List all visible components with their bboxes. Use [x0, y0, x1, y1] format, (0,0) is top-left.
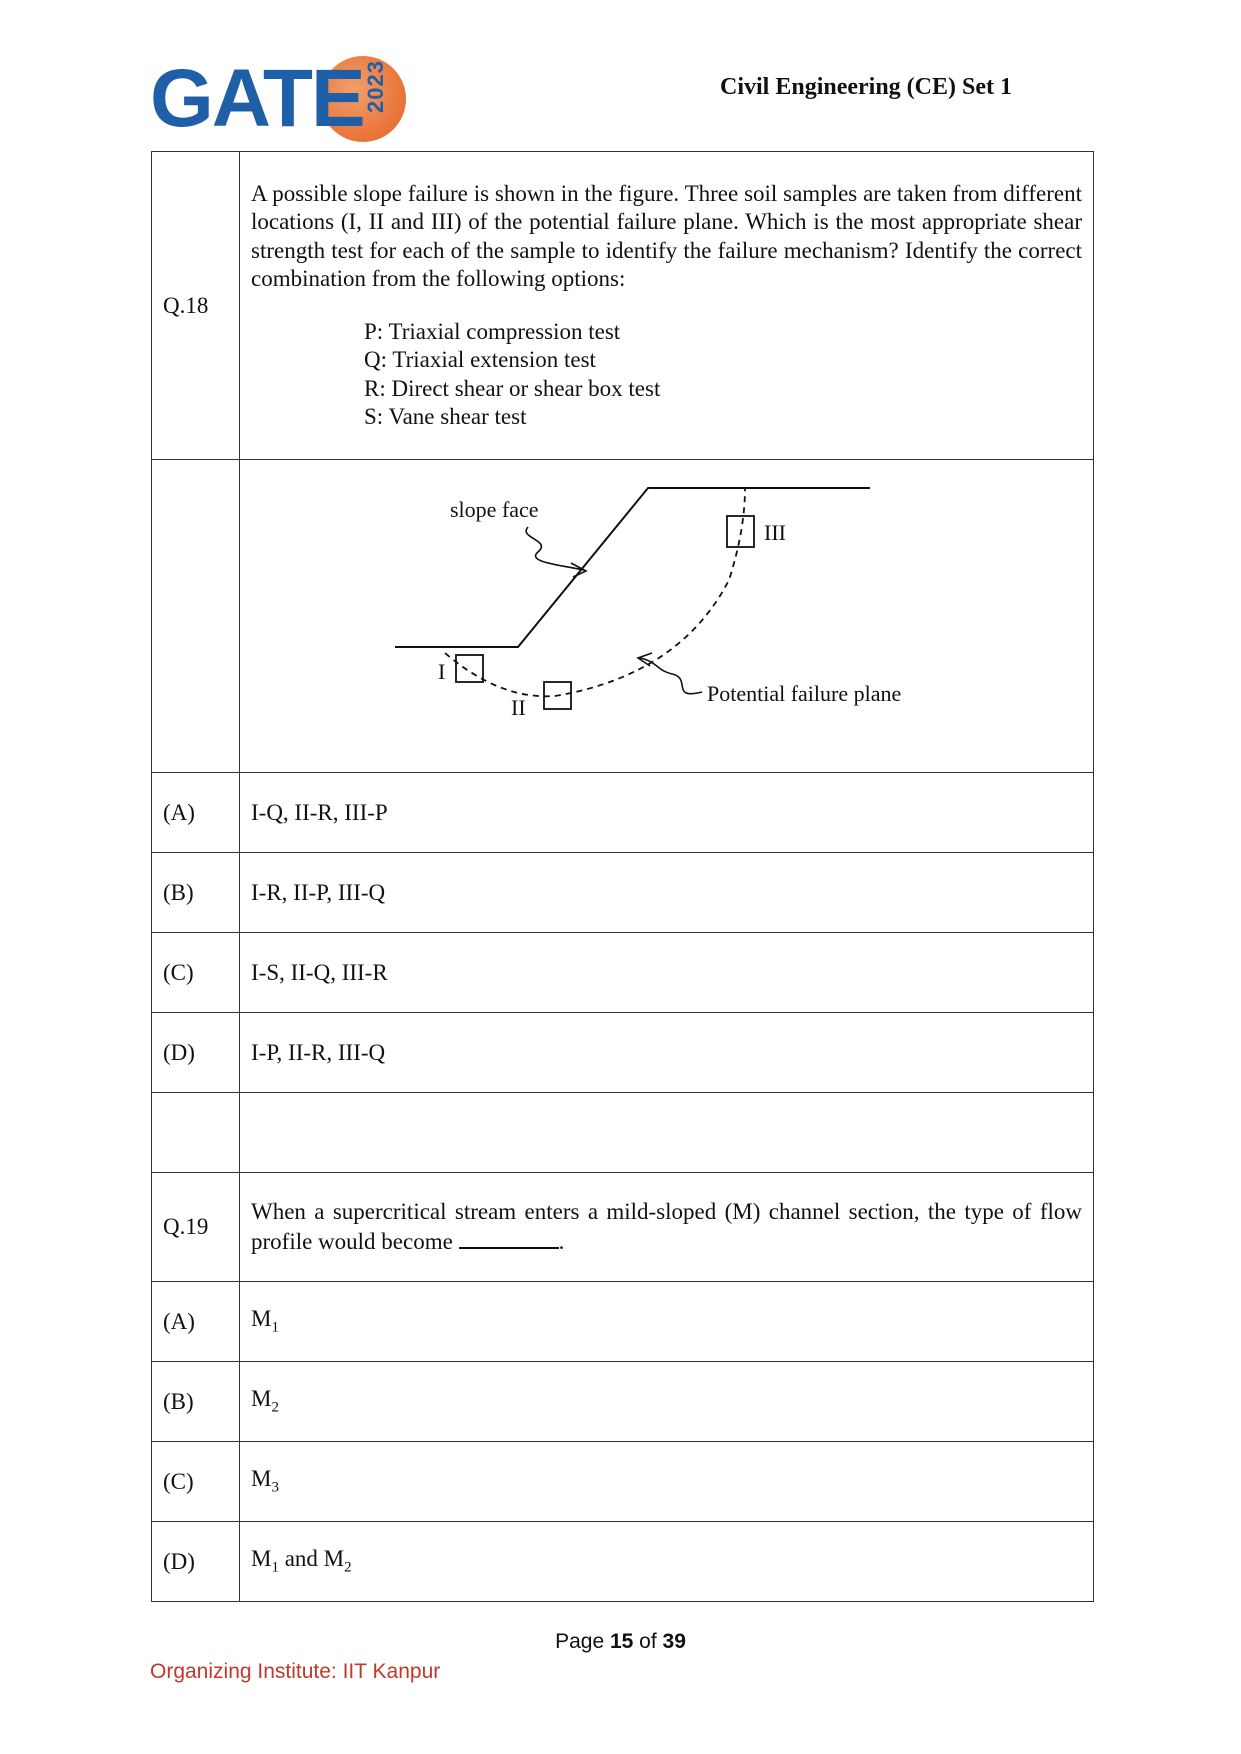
- option-label: (B): [152, 1362, 240, 1442]
- spacer-row: [152, 1093, 1094, 1173]
- option-text: I-S, II-Q, III-R: [240, 933, 1094, 1013]
- option-text: $M_3$: [240, 1442, 1094, 1522]
- page-number: Page 15 of 39: [555, 1630, 686, 1653]
- logo-text: GATE: [150, 53, 364, 144]
- option-label: (B): [152, 853, 240, 933]
- option-text: $M_2$: [240, 1362, 1094, 1442]
- sample-label-i: I: [438, 659, 446, 684]
- option-row[interactable]: [152, 933, 1094, 1013]
- option-row[interactable]: [152, 1362, 1094, 1442]
- option-label: (A): [152, 1282, 240, 1362]
- option-label: (D): [152, 1013, 240, 1093]
- answer-blank: [459, 1227, 559, 1249]
- test-item: R: Direct shear or shear box test: [364, 375, 661, 401]
- option-label: (A): [152, 773, 240, 853]
- organizing-institute: Organizing Institute: IIT Kanpur: [150, 1660, 441, 1683]
- question-table: [151, 151, 1094, 1602]
- option-row[interactable]: [152, 1442, 1094, 1522]
- option-row[interactable]: [152, 853, 1094, 933]
- option-text: I-R, II-P, III-Q: [240, 853, 1094, 933]
- option-text: I-P, II-R, III-Q: [240, 1013, 1094, 1093]
- option-label: (C): [152, 1442, 240, 1522]
- slope-failure-figure: [240, 460, 1093, 766]
- sample-label-iii: III: [764, 520, 786, 545]
- failure-plane-label: Potential failure plane: [707, 681, 902, 706]
- option-text: $M_1$ and $M_2$: [240, 1522, 1094, 1602]
- option-label: (D): [152, 1522, 240, 1602]
- question-row-q18: [152, 152, 1094, 460]
- sample-box-i: [456, 655, 483, 682]
- option-row[interactable]: [152, 1282, 1094, 1362]
- figure-cell: [240, 460, 1094, 773]
- figure-row: [152, 460, 1094, 773]
- slope-face-pointer: [526, 527, 584, 570]
- slope-face-label: slope face: [450, 497, 539, 522]
- option-row[interactable]: [152, 1013, 1094, 1093]
- option-row[interactable]: [152, 1522, 1094, 1602]
- question-text: A possible slope failure is shown in the figure. Three soil samples are taken from different locations (I, II and III) of the potential failure plane. Which is the most appropriate shear strength test for each of the sample to identify the failure mechanism? Identify the correct combination from the following options:: [251, 180, 1082, 291]
- question-number: Q.18: [152, 152, 240, 460]
- test-item: P: Triaxial compression test: [364, 318, 621, 344]
- sample-label-ii: II: [511, 695, 526, 720]
- test-item: S: Vane shear test: [364, 404, 527, 429]
- question-body: [240, 152, 1094, 460]
- test-item: Q: Triaxial extension test: [364, 347, 596, 372]
- question-number: Q.19: [152, 1173, 240, 1282]
- test-list: [364, 318, 1082, 432]
- gate-logo: [150, 52, 390, 147]
- question-row-q19: [152, 1173, 1094, 1282]
- paper-title: Civil Engineering (CE) Set 1: [720, 74, 1012, 100]
- question-body: [240, 1173, 1094, 1282]
- option-label: (C): [152, 933, 240, 1013]
- option-text: $M_1$: [240, 1282, 1094, 1362]
- option-row[interactable]: [152, 773, 1094, 853]
- logo-year: 2023: [363, 60, 388, 113]
- question-text: When a supercritical stream enters a mild-sloped (M) channel section, the type of flow profile would become .: [251, 1199, 1082, 1254]
- option-text: I-Q, II-R, III-P: [240, 773, 1094, 853]
